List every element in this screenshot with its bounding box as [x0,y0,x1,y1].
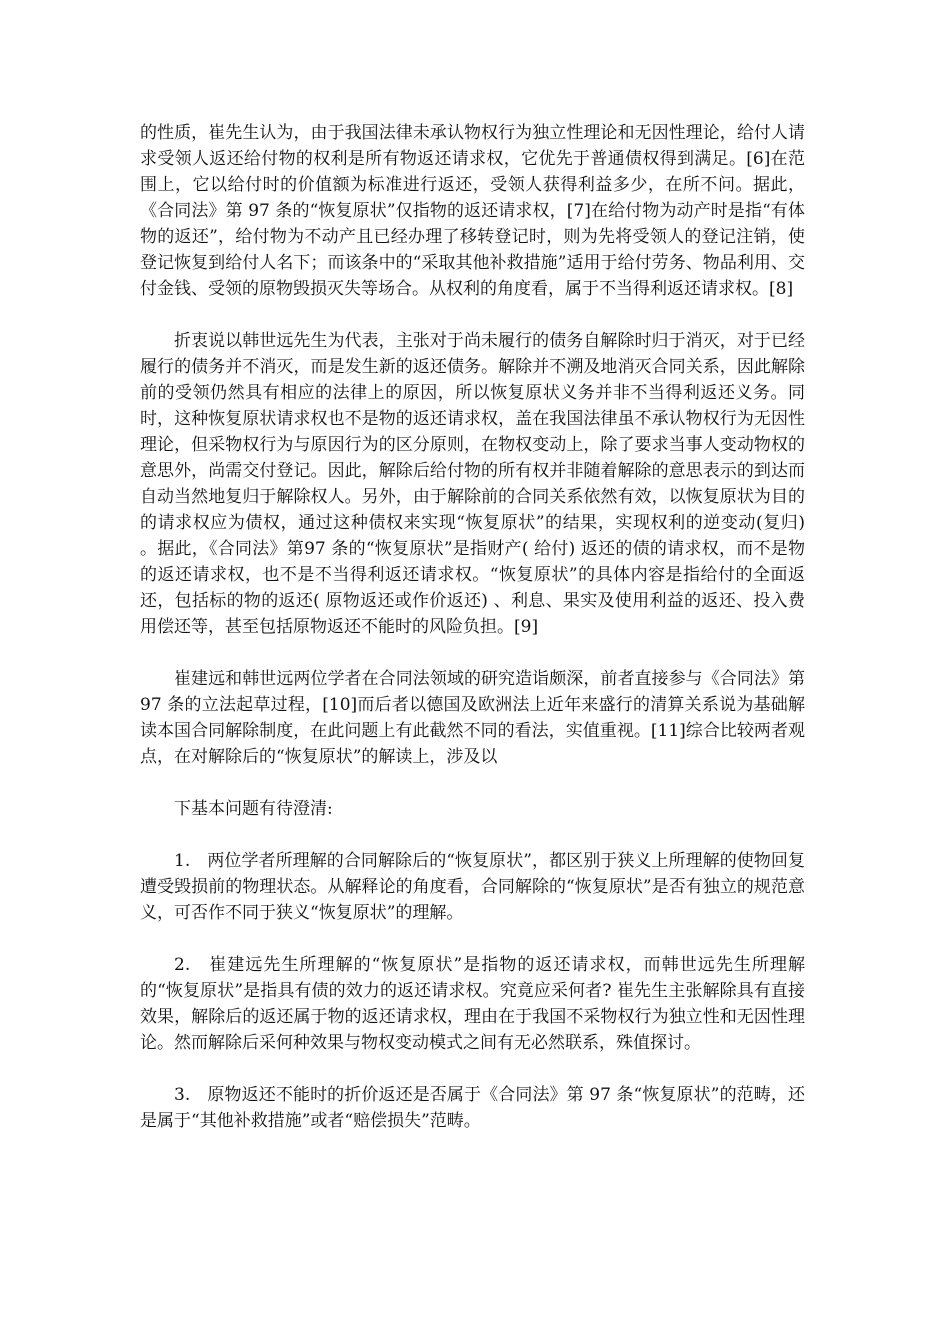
list-item-question-2: 2. 崔建远先生所理解的“恢复原状”是指物的返还请求权，而韩世远先生所理解的“恢复原状”是指具有债的效力的返还请求权。究竟应采何者? 崔先生主张解除具有直接效果，解除后的返还属于物的返还请求权，理由在于我国不采物权行为独立性和无因性理论。然而解除后采何种效果与物权变动模式之间有无必然联系，殊值探讨。 [140,955,805,1053]
paragraph-questions-intro: 下基本问题有待澄清: [174,799,333,819]
paragraph-comparison: 崔建远和韩世远两位学者在合同法领域的研究造诣颇深，前者直接参与《合同法》第 97 条的立法起草过程，[10]而后者以德国及欧洲法上近年来盛行的清算关系说为基础解读本国合同解除制度，在此问题上有此截然不同的看法，实值重视。[11]综合比较两者观点，在对解除后的“恢复原状”的解读上，涉及以 [140,669,805,767]
document-page [140,120,805,1160]
list-item-question-1: 1. 两位学者所理解的合同解除后的“恢复原状”，都区别于狭义上所理解的使物回复遭受毁损前的物理状态。从解释论的角度看，合同解除的“恢复原状”是否有独立的规范意义，可否作不同于狭义“恢复原状”的理解。 [140,851,805,923]
list-item-question-3: 3. 原物返还不能时的折价返还是否属于《合同法》第 97 条“恢复原状”的范畴，还是属于“其他补救措施”或者“赔偿损失”范畴。 [140,1085,805,1131]
paragraph-continuation: 的性质，崔先生认为，由于我国法律未承认物权行为独立性理论和无因性理论，给付人请求受领人返还给付物的权利是所有物返还请求权，它优先于普通债权得到满足。[6]在范围上，它以给付时的价值额为标准进行返还，受领人获得利益多少，在所不问。据此，《合同法》第 97 条的“恢复原状”仅指物的返还请求权，[7]在给付物为动产时是指“有体物的返还”，给付物为不动产且已经办理了移转登记时，则为先将受领人的登记注销，使登记恢复到给付人名下；而该条中的“采取其他补救措施”适用于给付劳务、物品利用、交付金钱、受领的原物毁损灭失等场合。从权利的角度看，属于不当得利返还请求权。[8] [140,123,805,299]
paragraph-compromise-theory: 折衷说以韩世远先生为代表，主张对于尚未履行的债务自解除时归于消灭，对于已经履行的债务并不消灭，而是发生新的返还债务。解除并不溯及地消灭合同关系，因此解除前的受领仍然具有相应的法律上的原因，所以恢复原状义务并非不当得利返还义务。同时，这种恢复原状请求权也不是物的返还请求权，盖在我国法律虽不承认物权行为无因性理论，但采物权行为与原因行为的区分原则，在物权变动上，除了要求当事人变动物权的意思外，尚需交付登记。因此，解除后给付物的所有权并非随着解除的意思表示的到达而自动当然地复归于解除权人。另外，由于解除前的合同关系依然有效，以恢复原状为目的的请求权应为债权，通过这种债权来实现“恢复原状”的结果，实现权利的逆变动(复归) 。据此，《合同法》第97 条的“恢复原状”是指财产( 给付) 返还的债的请求权，而不是物的返还请求权，也不是不当得利返还请求权。“恢复原状”的具体内容是指给付的全面返还，包括标的物的返还( 原物返还或作价返还) 、利息、果实及使用利益的返还、投入费用偿还等，甚至包括原物返还不能时的风险负担。[9] [140,331,805,637]
